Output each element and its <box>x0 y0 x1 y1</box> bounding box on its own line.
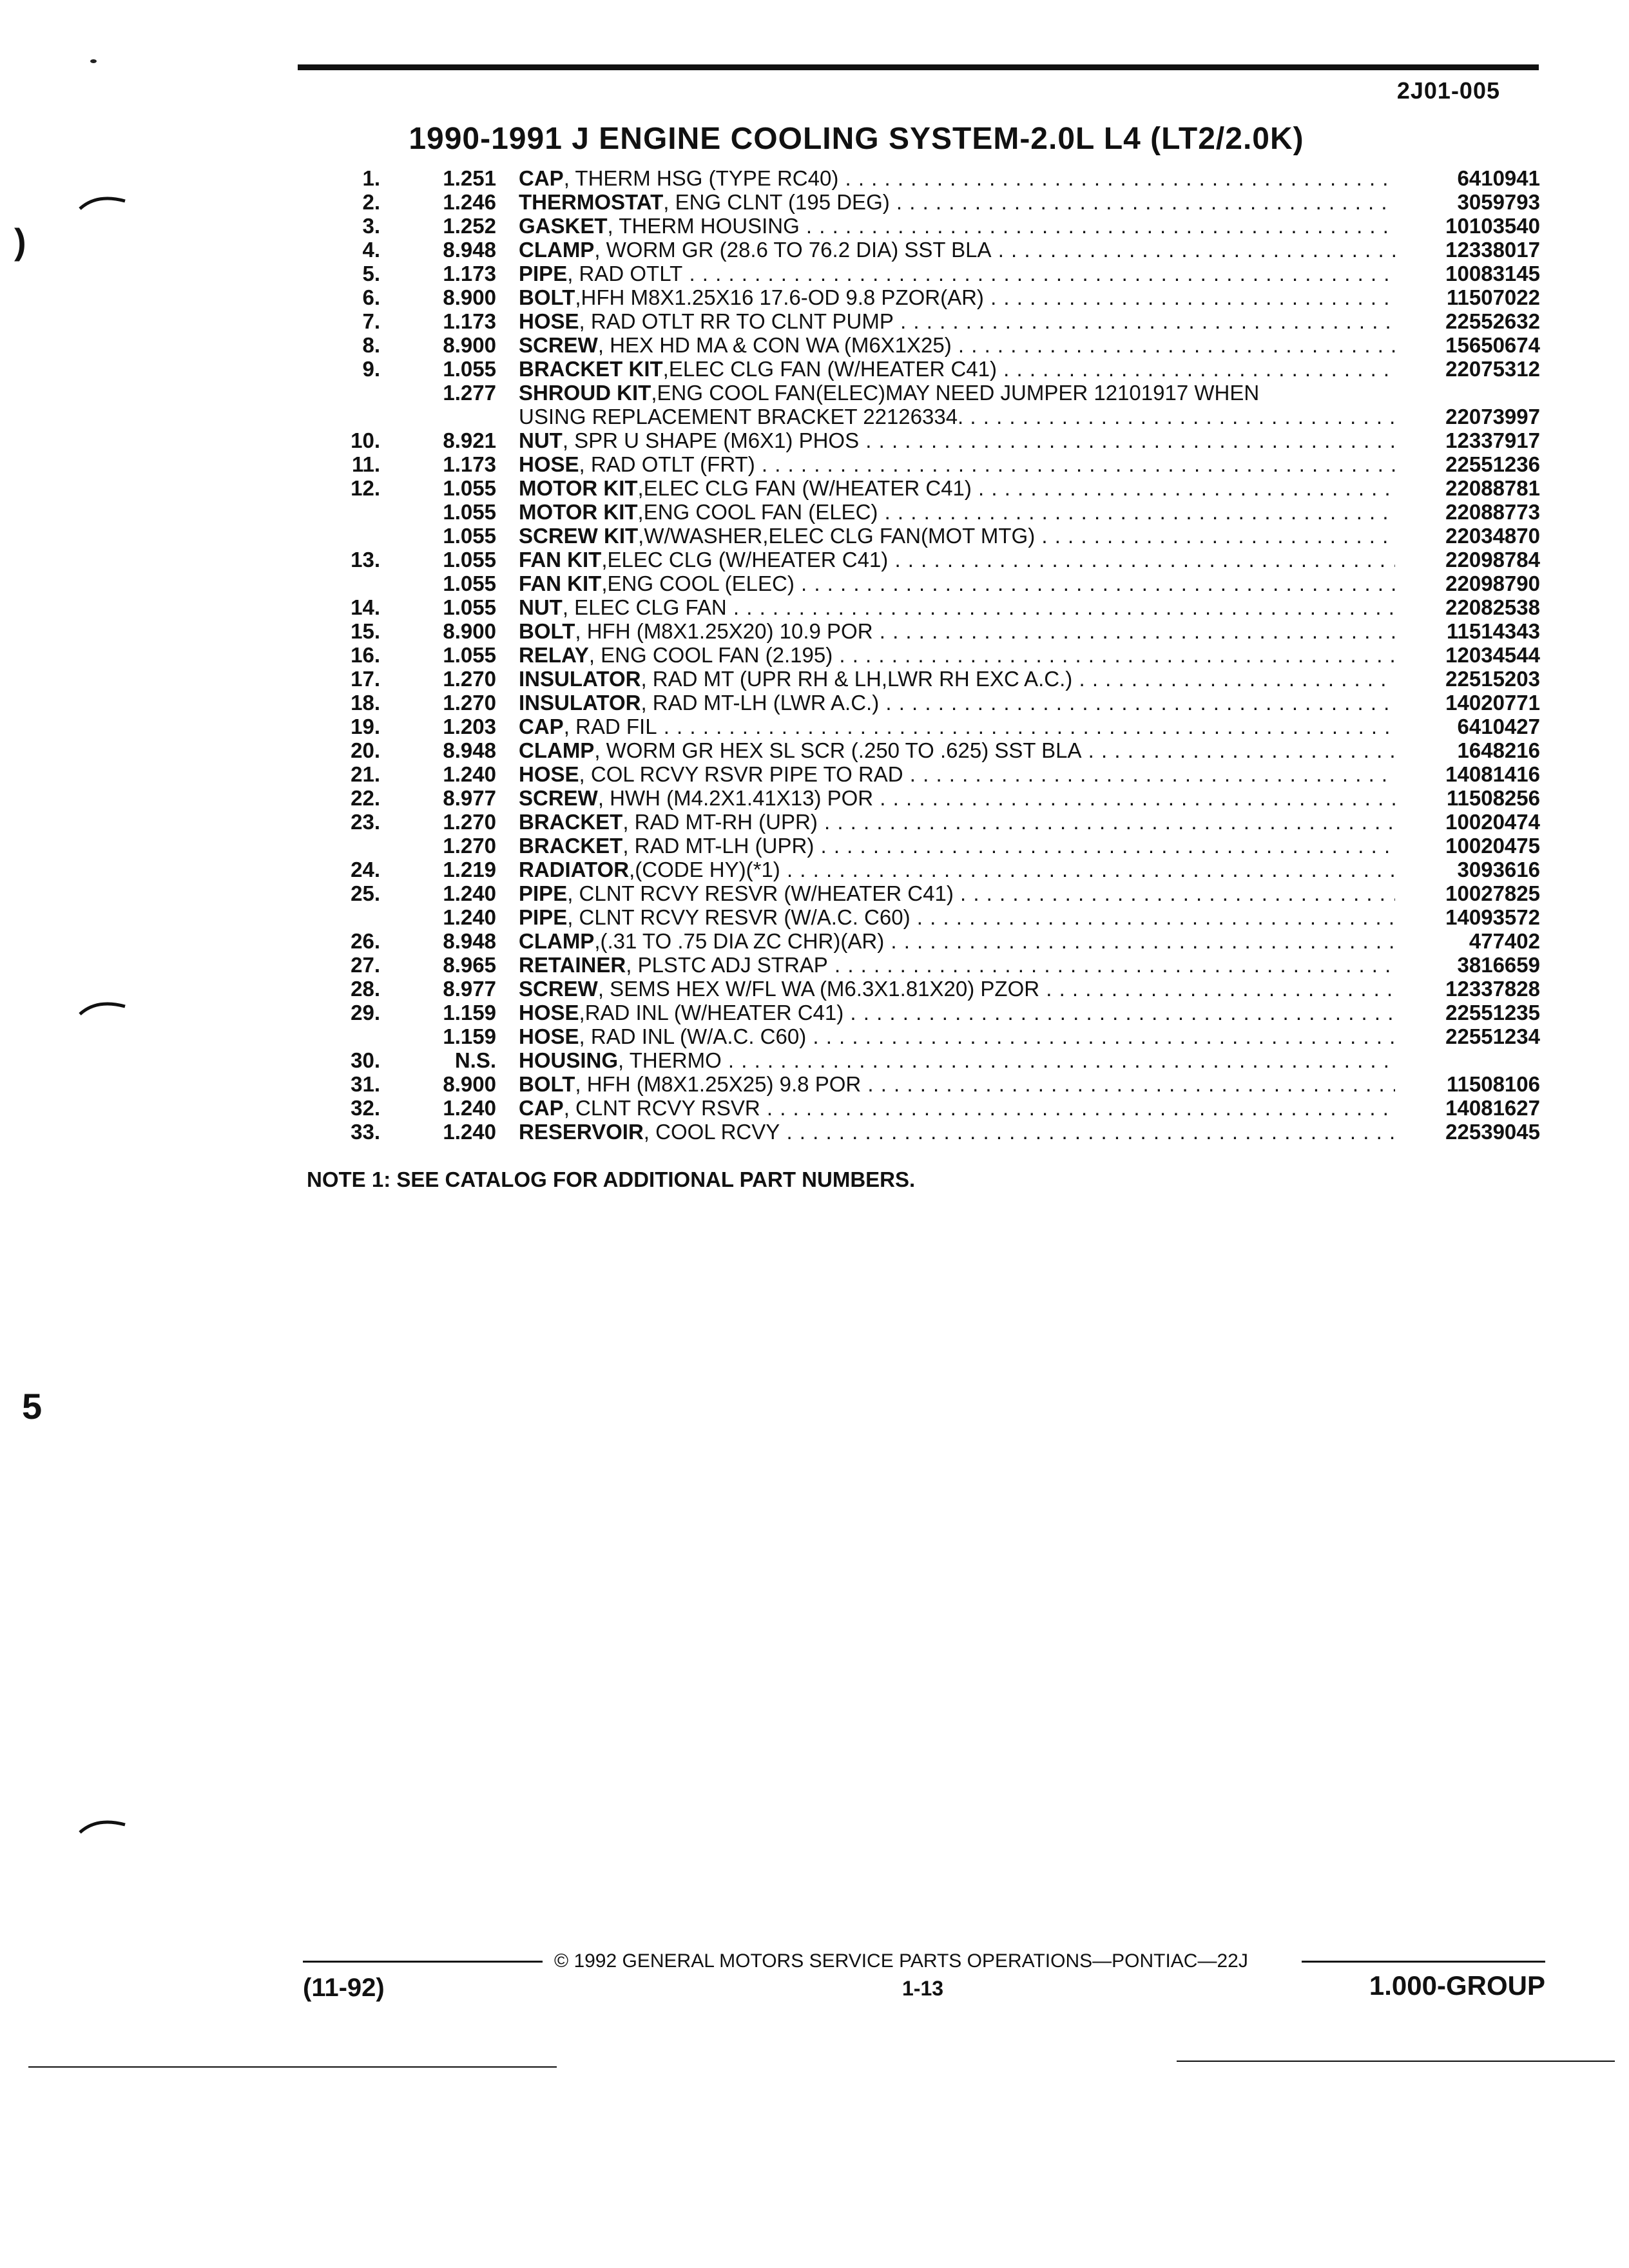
part-name: GASKET <box>519 214 608 238</box>
part-detail: , SEMS HEX W/FL WA (M6.3X1.81X20) PZOR <box>597 977 1040 1001</box>
part-description <box>519 405 1395 428</box>
group-number: 1.000-GROUP <box>1369 1970 1545 2001</box>
revision-date: (11-92) <box>303 1974 385 2002</box>
group-code: 1.055 <box>443 643 496 667</box>
part-row <box>309 333 1547 357</box>
part-name: CAP <box>519 166 564 190</box>
part-number: 22552632 <box>1445 309 1540 333</box>
part-name: HOSE <box>519 452 579 476</box>
part-number: 12034544 <box>1445 643 1540 667</box>
group-code: 8.900 <box>443 333 496 357</box>
part-description <box>519 476 1395 500</box>
margin-mark: 5 <box>22 1386 43 1427</box>
ref-number: 18. <box>351 691 380 715</box>
ref-number: 17. <box>351 667 380 691</box>
part-name: CAP <box>519 715 564 738</box>
part-row <box>309 238 1547 262</box>
part-row <box>309 858 1547 881</box>
part-detail: , CLNT RCVY RESVR (W/A.C. C60) <box>567 905 911 929</box>
part-name: SCREW <box>519 333 598 357</box>
part-row <box>309 1024 1547 1048</box>
part-detail: , COL RCVY RSVR PIPE TO RAD <box>579 762 903 786</box>
scan-speck <box>90 59 97 63</box>
group-code: 1.240 <box>443 1096 496 1120</box>
part-description <box>519 428 1395 452</box>
part-detail: , RAD MT (UPR RH & LH,LWR RH EXC A.C.) <box>641 667 1073 691</box>
group-code: 8.977 <box>443 786 496 810</box>
part-number: 11508106 <box>1446 1072 1540 1096</box>
group-code: 1.240 <box>443 1120 496 1144</box>
part-name: BOLT <box>519 1072 575 1096</box>
part-description <box>519 500 1395 524</box>
part-row <box>309 357 1547 381</box>
part-name: FAN KIT <box>519 548 602 572</box>
group-code: 1.055 <box>443 476 496 500</box>
part-name: PIPE <box>519 881 568 905</box>
part-detail: , ELEC CLG FAN <box>562 595 727 619</box>
part-name: BRACKET <box>519 834 623 858</box>
ref-number: 7. <box>362 309 380 333</box>
part-number: 10027825 <box>1445 881 1540 905</box>
part-description <box>519 1096 1395 1120</box>
group-code: 8.977 <box>443 977 496 1001</box>
part-row <box>309 786 1547 810</box>
part-detail: , HFH (M8X1.25X25) 9.8 POR <box>575 1072 862 1096</box>
part-row <box>309 953 1547 977</box>
group-code: 1.251 <box>443 166 496 190</box>
part-detail: , HWH (M4.2X1.41X13) POR <box>597 786 874 810</box>
part-name: RETAINER <box>519 953 626 977</box>
group-code: 8.900 <box>443 619 496 643</box>
parts-list <box>309 166 1547 1144</box>
part-description <box>519 1120 1395 1144</box>
part-number: 22551236 <box>1445 452 1540 476</box>
group-code: 1.219 <box>443 858 496 881</box>
part-detail: ,(CODE HY)(*1) <box>629 858 780 881</box>
part-name: CLAMP <box>519 238 595 262</box>
part-name: NUT <box>519 428 563 452</box>
part-description <box>519 1001 1395 1024</box>
part-detail: , ENG CLNT (195 DEG) <box>663 190 890 214</box>
ref-number: 11. <box>351 452 380 476</box>
group-code: 1.270 <box>443 667 496 691</box>
footer-rule-right <box>1302 1961 1545 1963</box>
part-number: 1648216 <box>1457 738 1540 762</box>
part-row <box>309 500 1547 524</box>
part-name: INSULATOR <box>519 691 641 715</box>
part-row <box>309 1096 1547 1120</box>
ref-number: 5. <box>362 262 380 285</box>
part-number: 3093616 <box>1457 858 1540 881</box>
document-id: 2J01-005 <box>1396 77 1500 104</box>
part-detail: , THERM HSG (TYPE RC40) <box>563 166 839 190</box>
part-number: 11507022 <box>1446 285 1540 309</box>
ref-number: 4. <box>362 238 380 262</box>
group-code: 1.240 <box>443 881 496 905</box>
part-number: 22075312 <box>1445 357 1540 381</box>
part-number: 22551234 <box>1445 1024 1540 1048</box>
ref-number: 30. <box>351 1048 380 1072</box>
part-number: 22088781 <box>1445 476 1540 500</box>
part-detail: , CLNT RCVY RESVR (W/HEATER C41) <box>567 881 954 905</box>
part-number: 10020475 <box>1445 834 1540 858</box>
part-number: 10083145 <box>1445 262 1540 285</box>
part-row <box>309 905 1547 929</box>
hole-punch-arc <box>77 992 129 1018</box>
group-code: 1.173 <box>443 262 496 285</box>
catalog-note: NOTE 1: SEE CATALOG FOR ADDITIONAL PART NUMBERS. <box>307 1168 916 1191</box>
part-description <box>519 166 1395 190</box>
group-code: 1.173 <box>443 309 496 333</box>
part-row <box>309 715 1547 738</box>
part-number: 14081627 <box>1445 1096 1540 1120</box>
part-description <box>519 667 1395 691</box>
ref-number: 25. <box>351 881 380 905</box>
part-row <box>309 548 1547 572</box>
part-description <box>519 572 1395 595</box>
part-number: 22539045 <box>1445 1120 1540 1144</box>
part-detail: ,ELEC CLG FAN (W/HEATER C41) <box>662 357 997 381</box>
group-code: 1.203 <box>443 715 496 738</box>
part-detail: , RAD OTLT <box>567 262 683 285</box>
part-description <box>519 977 1395 1001</box>
part-detail: ,HFH M8X1.25X16 17.6-OD 9.8 PZOR(AR) <box>575 285 984 309</box>
group-code: 1.159 <box>443 1024 496 1048</box>
part-name: HOSE <box>519 309 579 333</box>
part-name: BRACKET KIT <box>519 357 663 381</box>
part-name: BOLT <box>519 285 575 309</box>
part-name: CAP <box>519 1096 564 1120</box>
hole-punch-arc <box>77 187 129 213</box>
ref-number: 27. <box>351 953 380 977</box>
group-code: 1.055 <box>443 357 496 381</box>
part-number: 22551235 <box>1445 1001 1540 1024</box>
part-detail: , COOL RCVY <box>643 1120 780 1144</box>
part-description <box>519 881 1395 905</box>
part-row <box>309 834 1547 858</box>
part-number: 12337917 <box>1445 428 1540 452</box>
part-detail: , HEX HD MA & CON WA (M6X1X25) <box>597 333 952 357</box>
part-detail: , RAD MT-RH (UPR) <box>622 810 818 834</box>
part-row <box>309 977 1547 1001</box>
part-name: RELAY <box>519 643 589 667</box>
group-code: 8.900 <box>443 285 496 309</box>
part-detail: , RAD OTLT RR TO CLNT PUMP <box>579 309 894 333</box>
group-code: 8.948 <box>443 238 496 262</box>
part-row <box>309 762 1547 786</box>
part-number: 11508256 <box>1446 786 1540 810</box>
group-code: 1.240 <box>443 905 496 929</box>
part-detail: , CLNT RCVY RSVR <box>563 1096 760 1120</box>
part-name: FAN KIT <box>519 572 602 595</box>
part-name: INSULATOR <box>519 667 641 691</box>
part-row <box>309 691 1547 715</box>
part-detail: , WORM GR HEX SL SCR (.250 TO .625) SST BLA <box>594 738 1082 762</box>
part-detail: ,ENG COOL FAN (ELEC) <box>637 500 878 524</box>
part-number: 15650674 <box>1445 333 1540 357</box>
part-number: 22034870 <box>1445 524 1540 548</box>
ref-number: 16. <box>351 643 380 667</box>
part-description <box>519 381 1395 405</box>
part-detail: , ENG COOL FAN (2.195) <box>588 643 833 667</box>
group-code: 1.055 <box>443 500 496 524</box>
ref-number: 28. <box>351 977 380 1001</box>
group-code: 1.055 <box>443 572 496 595</box>
part-name: BOLT <box>519 619 575 643</box>
part-description <box>519 643 1395 667</box>
part-name: RADIATOR <box>519 858 630 881</box>
ref-number: 26. <box>351 929 380 953</box>
group-code: 1.159 <box>443 1001 496 1024</box>
part-row <box>309 428 1547 452</box>
ref-number: 20. <box>351 738 380 762</box>
part-description <box>519 929 1395 953</box>
ref-number: 19. <box>351 715 380 738</box>
footer-rule-left <box>303 1961 543 1963</box>
bottom-scan-line-left <box>28 2066 557 2068</box>
part-row <box>309 810 1547 834</box>
part-description <box>519 762 1395 786</box>
ref-number: 6. <box>362 285 380 309</box>
bottom-scan-line-right <box>1177 2061 1615 2062</box>
part-detail: ,(.31 TO .75 DIA ZC CHR)(AR) <box>594 929 885 953</box>
ref-number: 8. <box>362 333 380 357</box>
part-number: 11514343 <box>1446 619 1540 643</box>
part-row <box>309 190 1547 214</box>
part-row <box>309 1001 1547 1024</box>
part-detail: , RAD MT-LH (UPR) <box>622 834 815 858</box>
group-code: 1.240 <box>443 762 496 786</box>
part-number: 22073997 <box>1445 405 1540 428</box>
ref-number: 24. <box>351 858 380 881</box>
part-name: MOTOR KIT <box>519 476 638 500</box>
ref-number: 21. <box>351 762 380 786</box>
part-number: 22515203 <box>1445 667 1540 691</box>
group-code: 8.948 <box>443 929 496 953</box>
part-description <box>519 1072 1395 1096</box>
part-description <box>519 452 1395 476</box>
ref-number: 23. <box>351 810 380 834</box>
part-detail: , RAD MT-LH (LWR A.C.) <box>641 691 880 715</box>
part-description <box>519 858 1395 881</box>
part-number: 22098784 <box>1445 548 1540 572</box>
part-name: MOTOR KIT <box>519 500 638 524</box>
part-name: PIPE <box>519 905 568 929</box>
group-code: 1.055 <box>443 548 496 572</box>
part-row <box>309 524 1547 548</box>
part-number: 22088773 <box>1445 500 1540 524</box>
group-code: 1.055 <box>443 595 496 619</box>
part-name: SCREW KIT <box>519 524 639 548</box>
part-detail: , RAD INL (W/A.C. C60) <box>579 1024 807 1048</box>
group-code: 8.948 <box>443 738 496 762</box>
part-number: 22098790 <box>1445 572 1540 595</box>
part-number: 3816659 <box>1457 953 1540 977</box>
part-number: 6410427 <box>1457 715 1540 738</box>
part-detail: ,W/WASHER,ELEC CLG FAN(MOT MTG) <box>638 524 1036 548</box>
part-description <box>519 524 1395 548</box>
part-row <box>309 166 1547 190</box>
part-description <box>519 738 1395 762</box>
group-code: 1.270 <box>443 834 496 858</box>
part-row <box>309 381 1547 405</box>
group-code: 8.921 <box>443 428 496 452</box>
part-name: NUT <box>519 595 563 619</box>
part-description <box>519 262 1395 285</box>
page-number: 1-13 <box>902 1977 944 2000</box>
part-description <box>519 357 1395 381</box>
part-detail: , THERMO <box>618 1048 722 1072</box>
ref-number: 31. <box>351 1072 380 1096</box>
part-description <box>519 214 1395 238</box>
margin-mark: ) <box>14 221 26 262</box>
ref-number: 14. <box>351 595 380 619</box>
part-detail: ,ENG COOL FAN(ELEC)MAY NEED JUMPER 12101917 WHEN <box>651 381 1260 405</box>
part-number: 14020771 <box>1445 691 1540 715</box>
part-number: 10020474 <box>1445 810 1540 834</box>
part-detail: , WORM GR (28.6 TO 76.2 DIA) SST BLA <box>594 238 992 262</box>
part-row <box>309 1072 1547 1096</box>
part-name: HOSE <box>519 762 579 786</box>
top-rule <box>298 64 1539 70</box>
part-row <box>309 667 1547 691</box>
part-description <box>519 238 1395 262</box>
part-description <box>519 309 1395 333</box>
ref-number: 22. <box>351 786 380 810</box>
ref-number: 2. <box>362 190 380 214</box>
part-row <box>309 1120 1547 1144</box>
part-description <box>519 1048 1395 1072</box>
part-name: SCREW <box>519 786 598 810</box>
part-description <box>519 810 1395 834</box>
ref-number: 10. <box>351 428 380 452</box>
group-code: 1.173 <box>443 452 496 476</box>
ref-number: 9. <box>362 357 380 381</box>
part-row <box>309 881 1547 905</box>
part-description <box>519 953 1395 977</box>
part-description <box>519 715 1395 738</box>
part-description <box>519 1024 1395 1048</box>
part-row <box>309 643 1547 667</box>
part-name: CLAMP <box>519 738 595 762</box>
part-number: 14093572 <box>1445 905 1540 929</box>
part-row <box>309 738 1547 762</box>
part-row <box>309 595 1547 619</box>
part-row <box>309 619 1547 643</box>
part-description <box>519 333 1395 357</box>
hole-punch-arc <box>77 1811 129 1836</box>
part-name: SCREW <box>519 977 598 1001</box>
ref-number: 12. <box>351 476 380 500</box>
group-code: 1.055 <box>443 524 496 548</box>
part-description <box>519 834 1395 858</box>
part-detail: , SPR U SHAPE (M6X1) PHOS <box>562 428 860 452</box>
part-detail: , HFH (M8X1.25X20) 10.9 POR <box>575 619 873 643</box>
part-row <box>309 452 1547 476</box>
group-code: 8.965 <box>443 953 496 977</box>
part-name: PIPE <box>519 262 568 285</box>
part-name: HOUSING <box>519 1048 619 1072</box>
group-code: 1.270 <box>443 691 496 715</box>
page-title: 1990-1991 J ENGINE COOLING SYSTEM-2.0L L4 (LT2/2.0K) <box>409 122 1304 156</box>
part-number: 22082538 <box>1445 595 1540 619</box>
copyright-text: © 1992 GENERAL MOTORS SERVICE PARTS OPERATIONS—PONTIAC—22J <box>554 1950 1248 1972</box>
part-number: 12338017 <box>1445 238 1540 262</box>
part-name: RESERVOIR <box>519 1120 644 1144</box>
ref-number: 1. <box>362 166 380 190</box>
part-description <box>519 905 1395 929</box>
group-code: N.S. <box>454 1048 496 1072</box>
part-row <box>309 214 1547 238</box>
part-number: 12337828 <box>1445 977 1540 1001</box>
ref-number: 29. <box>351 1001 380 1024</box>
part-row <box>309 262 1547 285</box>
part-row <box>309 309 1547 333</box>
ref-number: 3. <box>362 214 380 238</box>
part-name: THERMOSTAT <box>519 190 664 214</box>
group-code: 1.270 <box>443 810 496 834</box>
part-detail: ,ELEC CLG FAN (W/HEATER C41) <box>637 476 972 500</box>
part-name: BRACKET <box>519 810 623 834</box>
part-detail: , PLSTC ADJ STRAP <box>626 953 828 977</box>
part-description <box>519 691 1395 715</box>
group-code: 8.900 <box>443 1072 496 1096</box>
part-row <box>309 285 1547 309</box>
part-description <box>519 595 1395 619</box>
ref-number: 32. <box>351 1096 380 1120</box>
part-number: 10103540 <box>1445 214 1540 238</box>
part-description <box>519 285 1395 309</box>
part-description <box>519 190 1395 214</box>
part-name: HOSE <box>519 1024 579 1048</box>
part-number: 14081416 <box>1445 762 1540 786</box>
part-detail: ,ENG COOL (ELEC) <box>601 572 795 595</box>
part-description <box>519 786 1395 810</box>
part-detail: , RAD FIL <box>563 715 657 738</box>
part-name: HOSE <box>519 1001 579 1024</box>
part-detail: , THERM HOUSING <box>607 214 800 238</box>
part-name: CLAMP <box>519 929 595 953</box>
part-detail: ,ELEC CLG (W/HEATER C41) <box>601 548 889 572</box>
part-row <box>309 929 1547 953</box>
part-row <box>309 476 1547 500</box>
part-description <box>519 619 1395 643</box>
part-detail: ,RAD INL (W/HEATER C41) <box>579 1001 844 1024</box>
group-code: 1.252 <box>443 214 496 238</box>
part-detail: , RAD OTLT (FRT) <box>579 452 755 476</box>
part-number: 477402 <box>1469 929 1540 953</box>
ref-number: 33. <box>351 1120 380 1144</box>
part-number: 3059793 <box>1457 190 1540 214</box>
ref-number: 15. <box>351 619 380 643</box>
part-detail: USING REPLACEMENT BRACKET 22126334. <box>519 405 964 428</box>
group-code: 1.246 <box>443 190 496 214</box>
part-row <box>309 1048 1547 1072</box>
ref-number: 13. <box>351 548 380 572</box>
part-row <box>309 405 1547 428</box>
part-name: SHROUD KIT <box>519 381 651 405</box>
part-row <box>309 572 1547 595</box>
part-description <box>519 548 1395 572</box>
group-code: 1.277 <box>443 381 496 405</box>
part-number: 6410941 <box>1457 166 1540 190</box>
